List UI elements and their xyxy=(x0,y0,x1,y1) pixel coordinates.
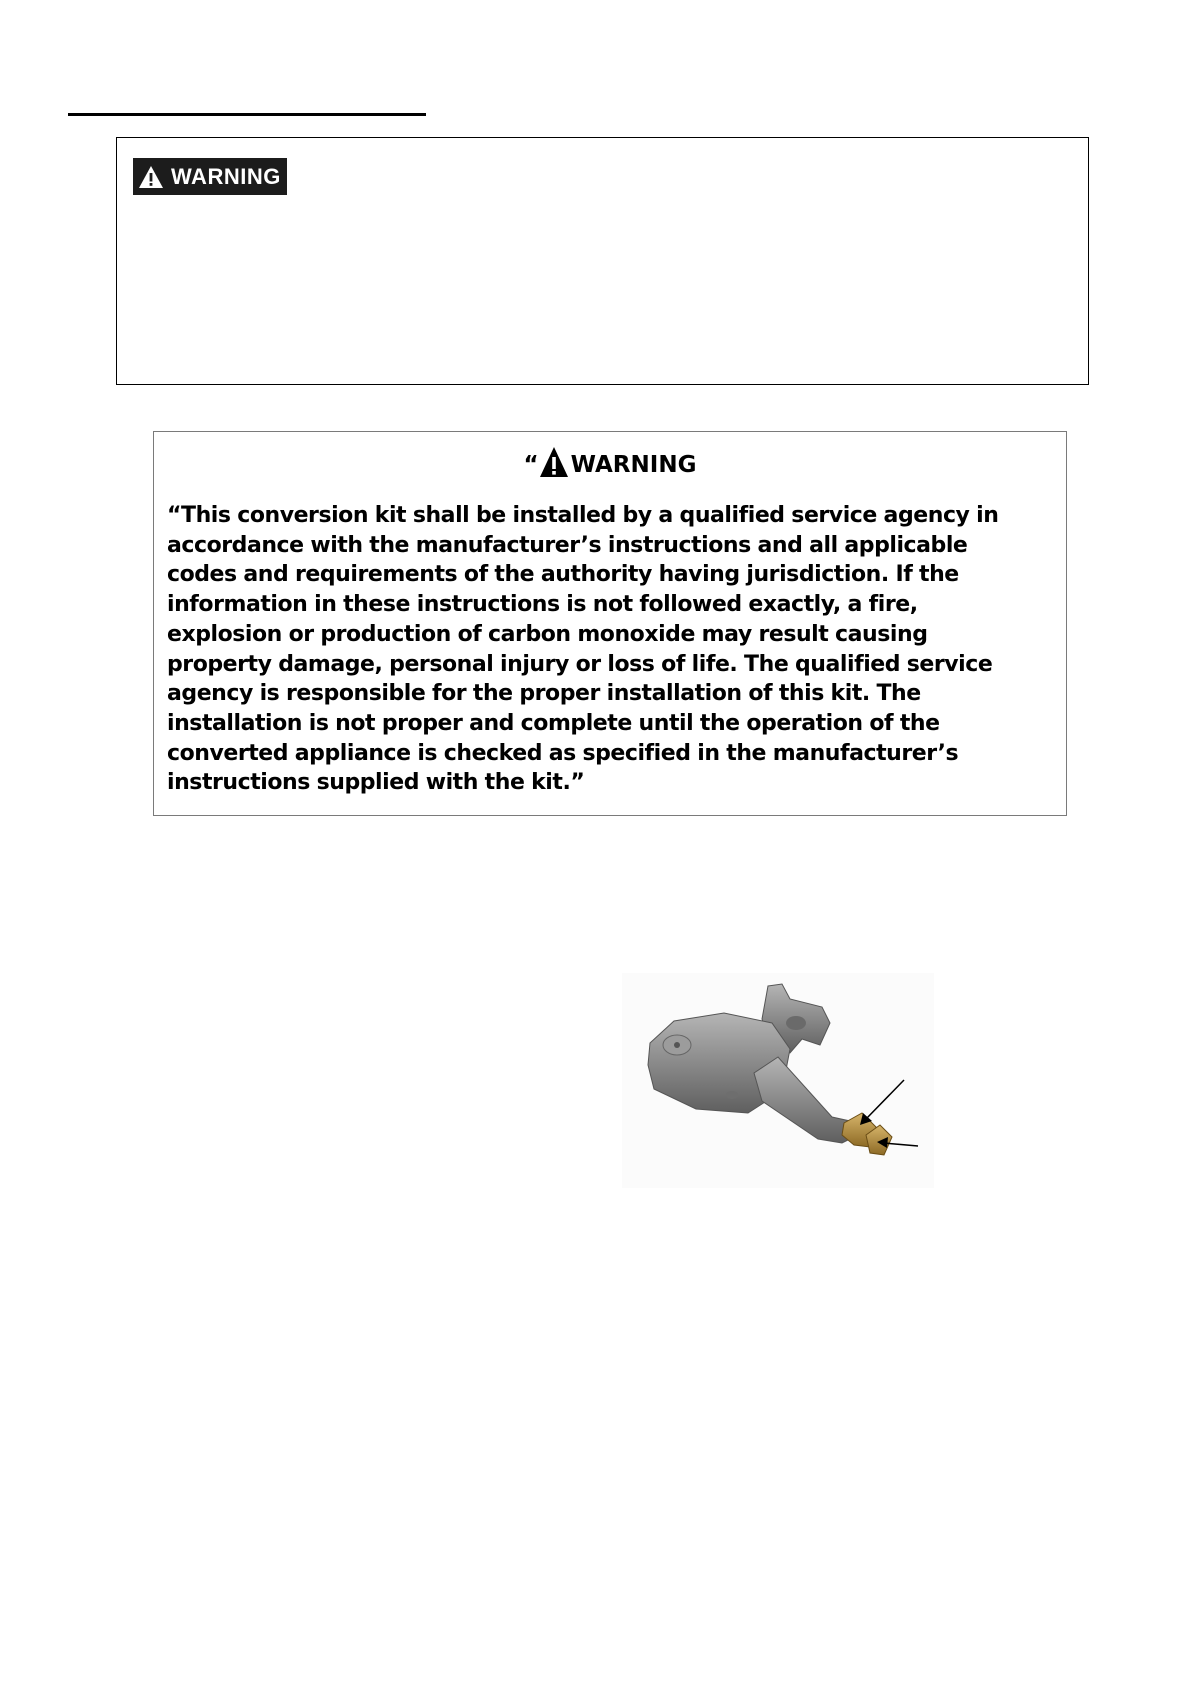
warning-line: instructions supplied with the kit.” xyxy=(167,770,585,796)
warning-heading-label: WARNING xyxy=(570,452,697,478)
warning-line: property damage, personal injury or loss of life. The qualified service xyxy=(167,651,993,677)
warning-heading xyxy=(154,446,1066,480)
heading-open-quote: “ xyxy=(523,452,539,478)
warning-line: agency is responsible for the proper installation of this kit. The xyxy=(167,681,921,707)
section-heading-underline xyxy=(68,113,426,116)
warning-triangle-icon xyxy=(138,165,164,189)
warning-line: converted appliance is checked as specified in the manufacturer’s xyxy=(167,740,959,766)
warning-line: codes and requirements of the authority having jurisdiction. If the xyxy=(167,562,959,588)
warning-line: “This conversion kit shall be installed by a qualified service agency in xyxy=(167,503,999,528)
warning-badge xyxy=(133,158,287,195)
warning-line: information in these instructions is not followed exactly, a fire, xyxy=(167,592,918,618)
warning-box-conversion-kit xyxy=(153,431,1067,816)
warning-line: installation is not proper and complete until the operation of the xyxy=(167,710,940,736)
warning-triangle-icon xyxy=(539,446,569,478)
warning-text xyxy=(167,501,1067,798)
warning-line: explosion or production of carbon monoxide may result causing xyxy=(167,621,928,647)
gas-valve-photo xyxy=(622,973,934,1188)
warning-line: accordance with the manufacturer’s instructions and all applicable xyxy=(167,532,968,558)
warning-badge-label: WARNING xyxy=(171,163,281,189)
warning-box-top xyxy=(116,137,1089,385)
